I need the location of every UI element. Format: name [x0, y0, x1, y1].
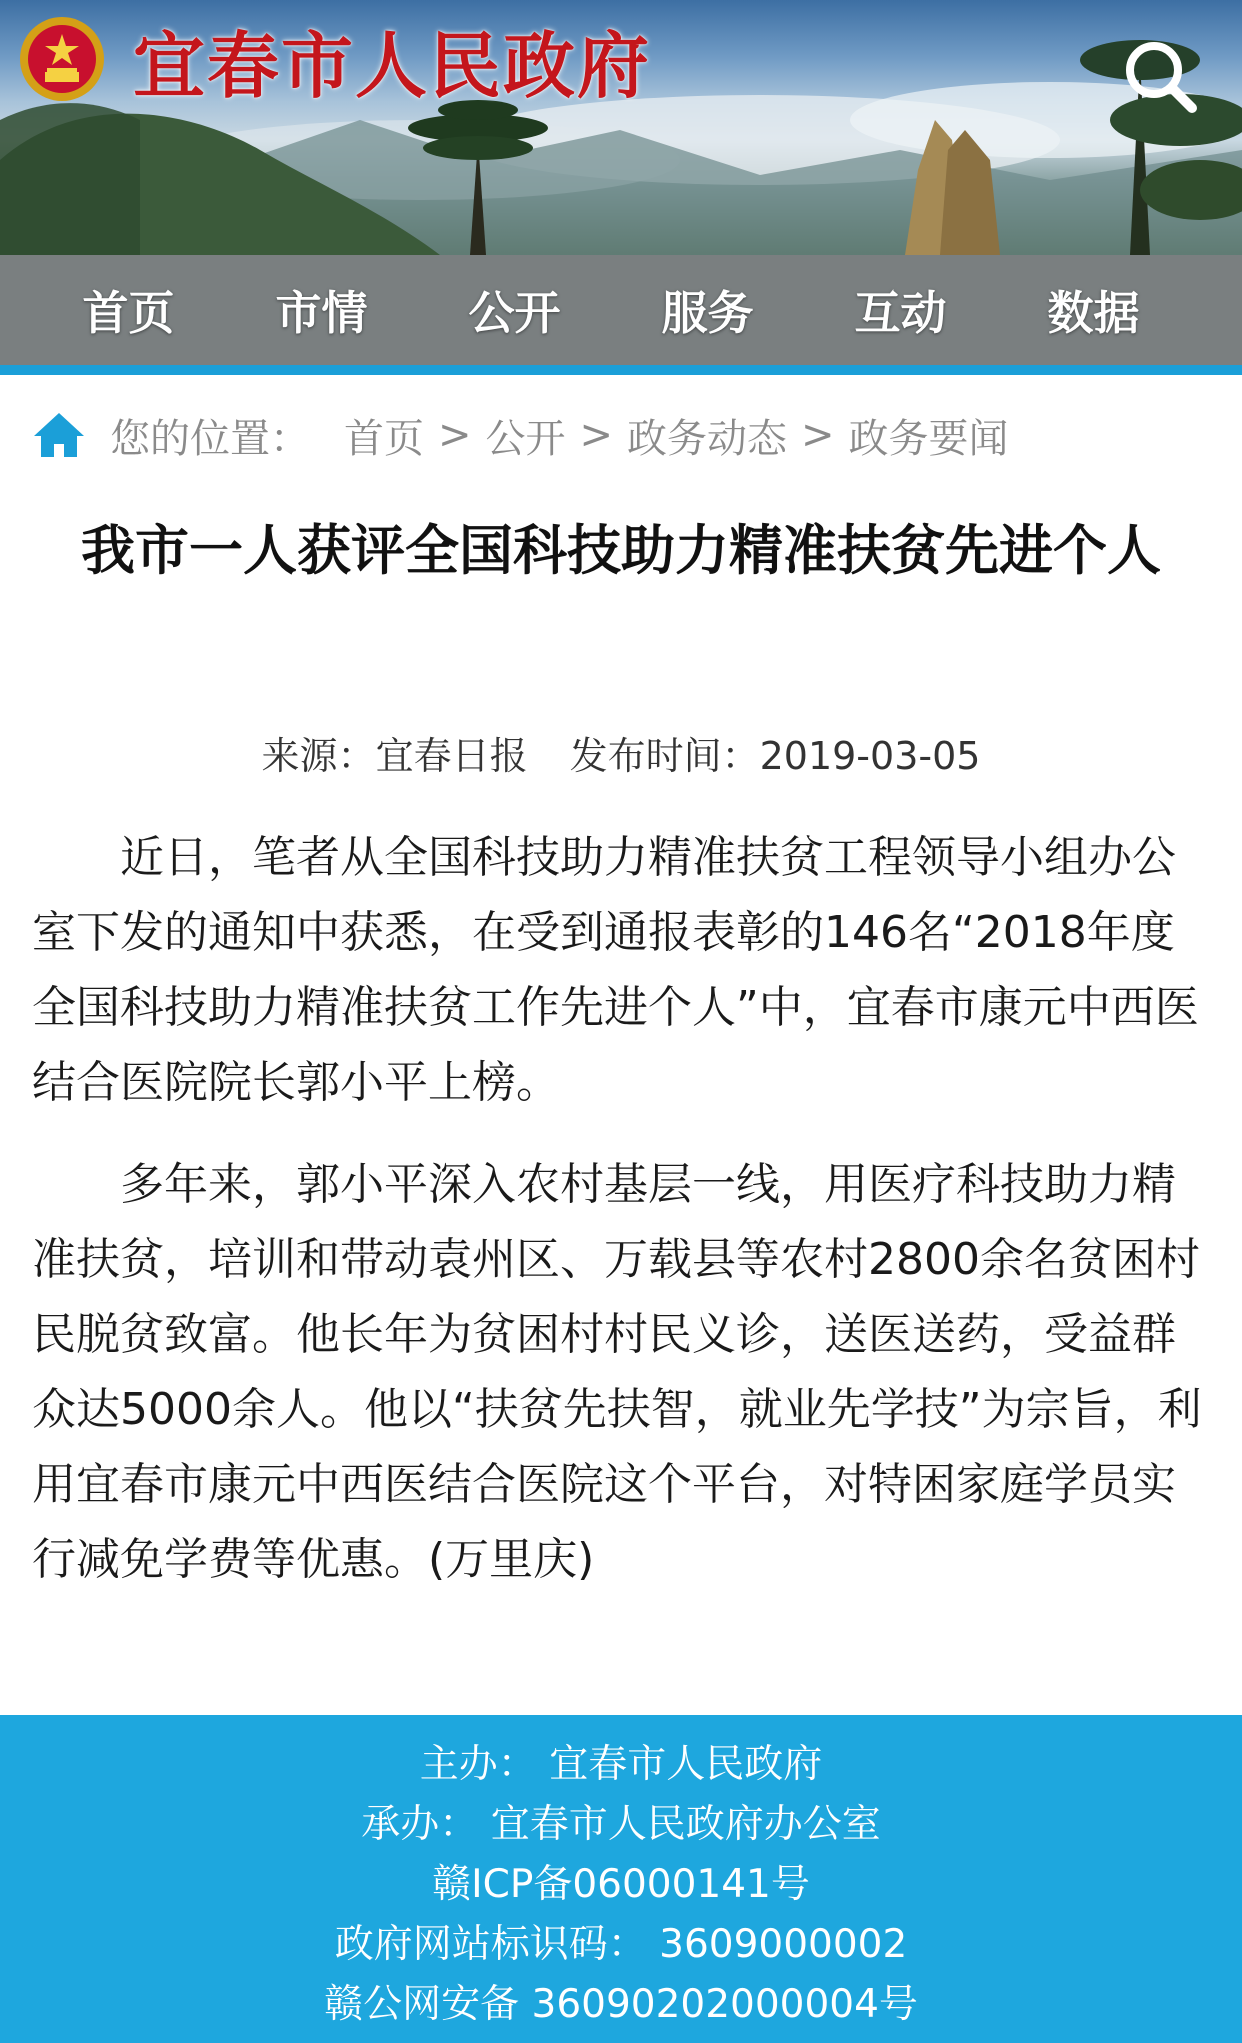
breadcrumb — [32, 405, 1009, 465]
breadcrumb-separator: > — [801, 412, 835, 458]
national-emblem-icon — [17, 14, 107, 104]
footer-organizer: 承办： 宜春市人民政府办公室 — [361, 1802, 881, 1847]
nav-item-city-info[interactable]: 市情 — [275, 286, 368, 340]
footer-police-record[interactable]: 赣公网安备 36090202000004号 — [324, 1982, 918, 2027]
breadcrumb-item-government-news[interactable]: 政务动态 — [627, 415, 788, 462]
footer-sponsor: 主办： 宜春市人民政府 — [419, 1742, 823, 1787]
article-title: 我市一人获评全国科技助力精准扶贫先进个人 — [81, 519, 1161, 582]
article-paragraph: 近日，笔者从全国科技助力精准扶贫工程领导小组办公室下发的通知中获悉，在受到通报表彰的146名“2018年度全国科技助力精准扶贫工作先进个人”中，宜春市康元中西医结合医院院长郭小平上榜。 — [32, 832, 1199, 1108]
nav-item-home[interactable]: 首页 — [82, 286, 175, 340]
nav-accent-bar — [0, 365, 1242, 375]
nav-item-services[interactable]: 服务 — [661, 286, 754, 340]
footer-site-code: 政府网站标识码： 3609000002 — [334, 1922, 908, 1967]
breadcrumb-label: 您的位置： — [110, 415, 310, 462]
breadcrumb-item-home[interactable]: 首页 — [344, 415, 424, 462]
nav-item-data[interactable]: 数据 — [1047, 286, 1140, 340]
breadcrumb-separator: > — [438, 412, 472, 458]
breadcrumb-separator: > — [579, 412, 614, 458]
nav-item-disclosure[interactable]: 公开 — [468, 286, 561, 340]
breadcrumb-item-key-news[interactable]: 政务要闻 — [848, 415, 1009, 462]
source-label: 来源： — [261, 734, 376, 778]
article-body — [32, 820, 1212, 1624]
header-banner — [0, 0, 1242, 255]
nav-item-interaction[interactable]: 互动 — [854, 286, 947, 340]
main-nav — [0, 255, 1242, 365]
publish-date: 2019-03-05 — [759, 734, 981, 778]
source-value: 宜春日报 — [375, 734, 528, 778]
date-label: 发布时间： — [569, 734, 760, 778]
site-title[interactable]: 宜春市人民政府 — [133, 23, 652, 108]
article-paragraph: 多年来，郭小平深入农村基层一线，用医疗科技助力精准扶贫，培训和带动袁州区、万载县等农村2800余名贫困村民脱贫致富。他长年为贫困村村民义诊，送医送药，受益群众达5000余人。他以“扶贫先扶智，就业先学技”为宗旨，利用宜春市康元中西医结合医院这个平台，对特困家庭学员实行减免学费等优惠。(万里庆) — [32, 1159, 1202, 1585]
article-meta — [0, 725, 1242, 780]
home-icon — [32, 410, 86, 460]
footer-icp-record[interactable]: 赣ICP备06000141号 — [432, 1862, 810, 1907]
breadcrumb-item-disclosure[interactable]: 公开 — [485, 415, 566, 462]
site-footer — [0, 1715, 1242, 2043]
search-icon[interactable] — [1118, 34, 1202, 118]
